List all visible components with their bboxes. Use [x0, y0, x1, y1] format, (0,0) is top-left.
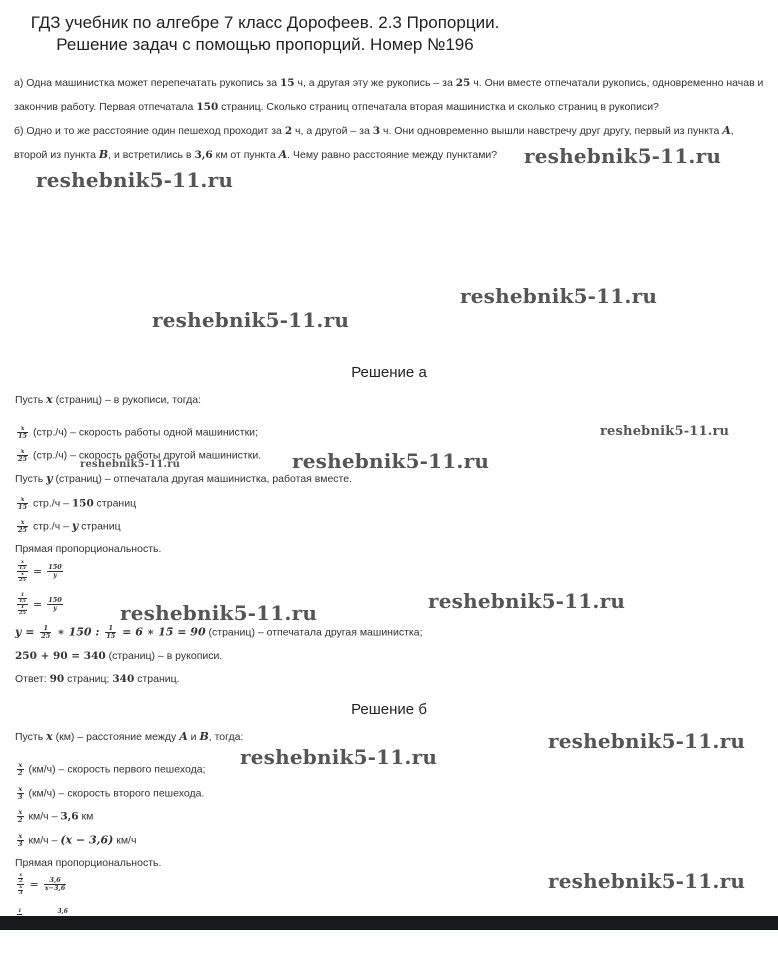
number: 150 — [71, 497, 94, 510]
text: страниц — [78, 520, 121, 533]
denominator: 15 — [18, 432, 28, 440]
text: стр./ч – — [30, 520, 72, 533]
numerator: x — [18, 560, 27, 566]
solution-a-answer — [15, 672, 755, 686]
watermark: reshebnik5-11.ru — [36, 168, 234, 192]
problem-a-number: 150 — [196, 101, 219, 113]
fraction — [17, 809, 24, 824]
solution-b-line — [15, 809, 755, 824]
text: (стр./ч) – скорость работы одной машинистки; — [30, 426, 258, 439]
fraction — [17, 786, 24, 801]
fraction — [18, 605, 27, 616]
problem-b-number: 3 — [372, 125, 381, 137]
denominator: 3 — [18, 840, 23, 848]
problem-a-number: 25 — [455, 77, 471, 89]
denominator: 2 — [18, 769, 23, 777]
text: Пусть — [15, 473, 47, 485]
fraction — [18, 885, 23, 896]
text: км — [78, 810, 94, 823]
problem-b-text: , второй из пункта — [14, 125, 734, 161]
numerator: 150 — [48, 563, 62, 571]
variable-y: y — [71, 519, 79, 533]
solution-a-line — [15, 472, 755, 486]
text: (страниц) – в рукописи. — [105, 650, 223, 662]
text: (страниц) – в рукописи, тогда: — [52, 394, 201, 406]
watermark: reshebnik5-11.ru — [240, 745, 438, 769]
denominator: 25 — [19, 610, 26, 616]
fraction — [18, 873, 23, 884]
watermark: reshebnik5-11.ru — [548, 869, 746, 893]
denominator: 3 — [19, 890, 23, 896]
number: 90 — [49, 673, 65, 685]
fraction — [47, 597, 63, 612]
expression: y = — [15, 625, 39, 639]
denominator — [17, 572, 28, 583]
watermark: reshebnik5-11.ru — [600, 424, 730, 439]
numerator: x — [18, 832, 23, 840]
text: (страниц) – отпечатала другая машинистка; — [205, 626, 423, 639]
point-a-symbol: A — [722, 124, 731, 137]
denominator: 25 — [18, 455, 28, 463]
problem-b-text: км от пункта — [212, 149, 279, 161]
fraction — [17, 833, 24, 848]
watermark: reshebnik5-11.ru — [120, 601, 318, 625]
text: (км) – расстояние между — [52, 731, 180, 743]
numerator: x — [18, 572, 27, 578]
problem-b-text: б) Одно и то же расстояние один пешеход проходит за — [14, 125, 285, 137]
problem-a-text: а) Одна машинистка может перепечатать рукопись за — [14, 77, 280, 89]
compound-fraction — [17, 873, 24, 896]
numerator: x — [17, 496, 28, 504]
text: (стр./ч) – скорость работы другой машинистки. — [30, 449, 262, 462]
problem-b-number: 3,6 — [194, 149, 213, 161]
text: (км/ч) – скорость первого пешехода; — [25, 763, 206, 776]
numerator: x — [19, 872, 23, 878]
numerator: 1 — [18, 605, 27, 611]
numerator: x — [17, 519, 28, 527]
fraction — [17, 762, 24, 777]
watermark: reshebnik5-11.ru — [152, 308, 350, 332]
text: Пусть — [15, 394, 47, 406]
fraction — [47, 564, 63, 579]
numerator: 150 — [48, 596, 62, 604]
solution-b-line — [15, 762, 755, 777]
text: Пусть — [15, 731, 47, 743]
solution-b-line — [15, 730, 755, 744]
problem-a-text: ч. Они вместе отпечатали рукопись, одновременно начав и закончив работу. Первая отпечатала — [14, 77, 764, 113]
denominator: 15 — [106, 632, 116, 640]
fraction — [17, 448, 28, 463]
point-b-symbol: B — [98, 148, 109, 161]
numerator: x — [17, 448, 28, 456]
text: км/ч – — [25, 810, 61, 823]
fraction — [44, 877, 67, 892]
denominator — [17, 885, 24, 896]
problem-a-text: страниц. Сколько страниц отпечатала вторая машинистка и сколько страниц в рукописи? — [218, 101, 659, 113]
denominator: 2 — [19, 878, 23, 884]
denominator: x−3,6 — [44, 884, 66, 892]
proportion-equation — [15, 873, 755, 896]
denominator: 15 — [19, 565, 26, 571]
solution-b-line — [15, 833, 755, 848]
equals-sign: = — [29, 877, 39, 891]
operator: = — [67, 650, 84, 662]
point-b-symbol: B — [199, 730, 209, 743]
point-a-symbol: A — [278, 148, 288, 161]
watermark: reshebnik5-11.ru — [80, 459, 181, 470]
solution-a-line — [15, 448, 755, 463]
denominator: 3 — [18, 793, 23, 801]
denominator — [17, 605, 28, 616]
page-title-line-2: Решение задач с помощью пропорций. Номер №196 — [56, 35, 474, 54]
fraction — [40, 625, 51, 640]
denominator: 15 — [18, 503, 28, 511]
denominator: 25 — [19, 577, 26, 583]
numerator: x — [19, 884, 23, 890]
problem-b-text: , и встретились в — [108, 149, 195, 161]
solution-b-line: Прямая пропорциональность. — [15, 857, 162, 869]
text: (страниц) – отпечатала другая машинистка, работая вместе. — [52, 473, 352, 485]
solution-a-line — [15, 496, 755, 511]
text: страниц; — [64, 673, 113, 685]
fraction — [17, 425, 28, 440]
fraction — [17, 909, 22, 915]
denominator: y — [53, 571, 57, 579]
compound-fraction — [17, 560, 28, 583]
compound-fraction — [17, 593, 28, 616]
fraction — [18, 560, 27, 571]
denominator: 2 — [18, 816, 23, 824]
text: стр./ч – — [30, 497, 72, 510]
solution-a-line — [15, 649, 755, 663]
text: страниц. — [134, 673, 180, 685]
point-a-symbol: A — [179, 730, 188, 743]
text: км/ч — [113, 834, 137, 847]
page-title-line-1: ГДЗ учебник по алгебре 7 класс Дорофеев. 2.3 Пропорции. — [30, 13, 500, 32]
fraction — [18, 593, 27, 604]
numerator: x — [17, 425, 28, 433]
fraction — [18, 572, 27, 583]
fraction — [17, 519, 28, 534]
problem-b-text: . Чему равно расстояние между пунктами? — [287, 149, 498, 161]
text: (км/ч) – скорость второго пешехода. — [25, 787, 205, 800]
expression: (x − 3,6) — [60, 833, 114, 847]
numerator: 1 — [105, 625, 116, 633]
solution-b-heading: Решение б — [351, 701, 427, 718]
text: , тогда: — [208, 731, 244, 743]
fraction — [17, 496, 28, 511]
solution-a-line: Прямая пропорциональность. — [15, 543, 162, 555]
proportion-equation — [15, 560, 755, 583]
numerator: 3,6 — [44, 877, 67, 885]
operator: + — [36, 650, 54, 662]
number: 3,6 — [60, 810, 79, 823]
numerator: x — [18, 808, 23, 816]
proportion-equation — [15, 593, 755, 616]
watermark: reshebnik5-11.ru — [428, 589, 626, 613]
solution-b-line — [15, 786, 755, 801]
solution-a-line — [15, 625, 755, 640]
equals-sign: = — [32, 564, 43, 578]
bottom-bar — [0, 916, 778, 930]
number: 90 — [53, 650, 68, 662]
problem-a-text: ч, а другая эту же рукопись – за — [294, 77, 456, 89]
solution-a-line — [15, 425, 755, 440]
text: км/ч – — [25, 834, 61, 847]
numerator: 1 — [40, 625, 51, 633]
watermark: reshebnik5-11.ru — [292, 449, 490, 473]
solution-a-line — [15, 393, 755, 407]
problem-b-text: ч, а другой – за — [292, 125, 373, 137]
denominator: y — [53, 604, 57, 612]
text: Ответ: — [15, 673, 50, 685]
denominator: 25 — [18, 526, 28, 534]
numerator: x — [18, 761, 23, 769]
numerator: x — [18, 785, 23, 793]
problem-a-number: 15 — [279, 77, 295, 89]
fraction — [105, 625, 116, 640]
variable-x: x — [46, 393, 53, 406]
problem-b-text: ч. Они одновременно вышли навстречу друг другу, первый из пункта — [380, 125, 723, 137]
variable-x: x — [46, 730, 53, 743]
solution-a-line — [15, 519, 755, 534]
denominator: 15 — [19, 598, 26, 604]
expression: = 6 ∗ 15 = 90 — [118, 625, 206, 639]
problem-b-number: 2 — [284, 125, 293, 137]
solution-a-heading: Решение а — [351, 364, 427, 381]
text: и — [187, 731, 200, 743]
variable-y: y — [46, 472, 53, 485]
number: 340 — [83, 650, 106, 662]
numerator: 1 — [18, 593, 27, 599]
number: 340 — [112, 673, 135, 685]
text: страниц — [93, 497, 137, 510]
equals-sign: = — [32, 597, 43, 611]
numerator: 3,6 — [57, 908, 68, 916]
watermark: reshebnik5-11.ru — [524, 144, 722, 168]
numerator: 1 — [18, 908, 22, 915]
number: 250 — [15, 650, 37, 662]
watermark: reshebnik5-11.ru — [548, 729, 746, 753]
expression: ∗ 150 : — [53, 625, 104, 639]
denominator: 25 — [41, 632, 51, 640]
watermark: reshebnik5-11.ru — [460, 284, 658, 308]
fraction — [56, 909, 68, 915]
page-title — [0, 12, 530, 56]
